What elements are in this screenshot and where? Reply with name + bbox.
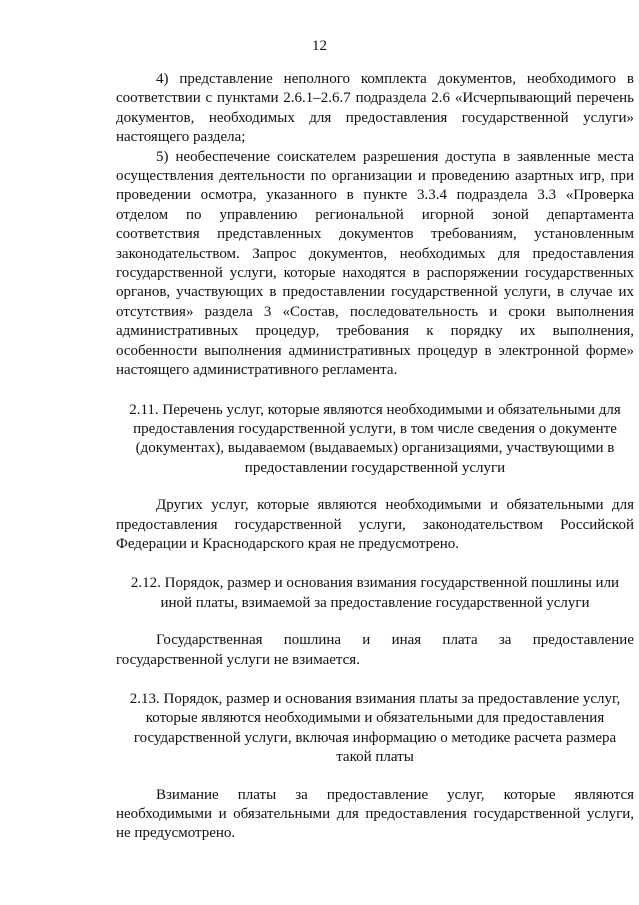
- section-heading-2-13: 2.13. Порядок, размер и основания взимания платы за предоставление услуг, которые являются необходимыми и обязательными для предоставления государственной услуги, включая информацию о методике расчета размера такой платы: [129, 690, 621, 766]
- section-heading-2-12: 2.12. Порядок, размер и основания взимания государственной пошлины или иной платы, взимаемой за предоставление государственной услуги: [130, 575, 620, 611]
- section-body-2-11: Других услуг, которые являются необходимыми и обязательными для предоставления государственной услуги, законодательством Российской Федерации и Краснодарского края не предусмотрено.: [116, 497, 634, 552]
- list-item-5: 5) необеспечение соискателем разрешения доступа в заявленные места осуществления деятельности по организации и проведению азартных игр, при проведении осмотра, указанного в пункте 3.3.4 подраздела 3.3 «Проверка отделом по управлению региональной игорной зоной департамента соответствия представленных документов требованиям, установленным законодательством. Запрос документов, необходимых для предоставления государственной услуги, которые находятся в распоряжении государственных органов, участвующих в предоставлении государственной услуги, в случае их отсутствия» раздела 3 «Состав, последовательность и сроки выполнения административных процедур, требования к порядку их выполнения, особенности выполнения административных процедур в электронной форме» настоящего административного регламента.: [116, 148, 634, 379]
- page-number: 12: [312, 38, 327, 54]
- section-body-2-13: Взимание платы за предоставление услуг, которые являются необходимыми и обязательными для предоставления государственной услуги, не предусмотрено.: [116, 786, 634, 842]
- section-heading-2-11: 2.11. Перечень услуг, которые являются необходимыми и обязательными для предоставления государственной услуги, в том числе сведения о документе (документах), выдаваемом (выдаваемых) организациями, участвующими в предоставлении государственной услуги: [129, 401, 621, 476]
- list-item-4: 4) представление неполного комплекта документов, необходимого в соответствии с пунктами 2.6.1–2.6.7 подраздела 2.6 «Исчерпывающий перечень документов, необходимых для предоставления государственной услуги» настоящего раздела;: [116, 71, 634, 146]
- page-content: [116, 70, 634, 844]
- section-body-2-12: Государственная пошлина и иная плата за предоставление государственной услуги не взимается.: [116, 632, 634, 668]
